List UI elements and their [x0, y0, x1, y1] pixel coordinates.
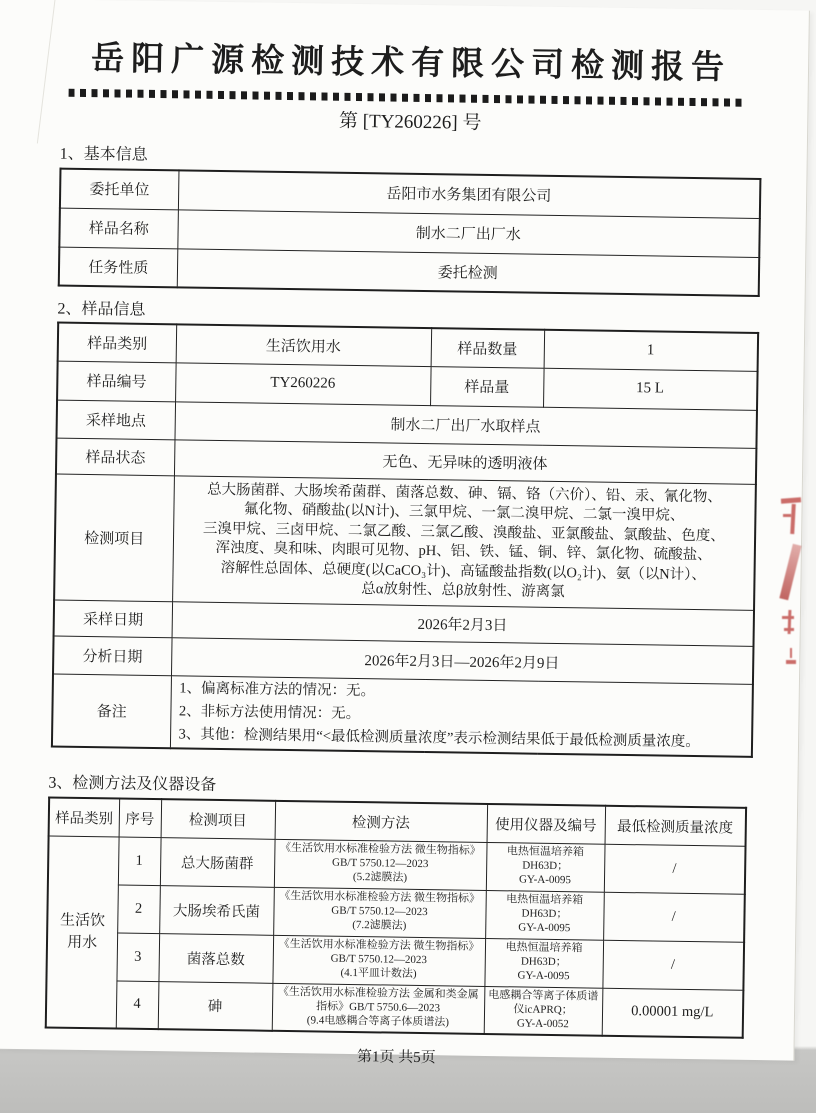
column-header: 检测方法: [275, 801, 488, 842]
row-label: 样品数量: [431, 328, 545, 368]
row-value: 2026年2月3日—2026年2月9日: [171, 638, 753, 685]
row-label: 样品量: [430, 366, 544, 407]
section-heading-basic-info: 1、基本信息: [59, 145, 148, 164]
row-number: 3: [116, 933, 159, 982]
remarks-text: 1、偏离标准方法的情况：无。 2、非标方法使用情况：无。 3、其他：检测结果用“<最低检测质量浓度”表示检测结果低于最低检测质量浓度。: [170, 676, 753, 757]
row-label: 任务性质: [59, 247, 178, 288]
row-label: 检测项目: [54, 474, 174, 602]
instrument: 电感耦合等离子体质谱 仪icAPRQ； GY-A-0052: [484, 986, 603, 1036]
column-header: 检测项目: [161, 799, 276, 839]
row-value: 岳阳市水务集团有限公司: [178, 170, 761, 218]
row-number: 2: [117, 885, 160, 934]
test-method: 《生活饮用水标准检验方法 微生物指标》 GB/T 5750.12—2023 (7.2滤膜法): [273, 887, 486, 938]
page-number: 第1页 共5页: [356, 1049, 436, 1067]
row-value: 制水二厂出厂水取样点: [174, 401, 756, 448]
report-serial: 第 [TY260226] 号: [338, 110, 482, 134]
row-label: 样品状态: [56, 438, 175, 476]
basic-info-table: [58, 168, 762, 297]
row-label: 样品名称: [59, 208, 178, 249]
test-method: 《生活饮用水标准检验方法 微生物指标》 GB/T 5750.12—2023 (4.1平皿计数法): [272, 935, 485, 986]
sample-category-cell: 生活饮用水: [46, 836, 119, 1029]
red-seal-fragment: [778, 498, 804, 673]
row-label: 备注: [52, 674, 171, 748]
row-number: 1: [118, 837, 161, 886]
row-number: 4: [116, 981, 159, 1030]
instrument: 电热恒温培养箱 DH63D； GY-A-0095: [485, 890, 604, 940]
sample-info-table: [51, 322, 759, 758]
test-item: 砷: [158, 981, 273, 1031]
row-value: 15 L: [543, 368, 758, 410]
row-label: 分析日期: [53, 636, 172, 676]
section-heading-methods: 3、检测方法及仪器设备: [48, 774, 217, 795]
row-label: 委托单位: [60, 169, 179, 210]
row-label: 采样日期: [54, 600, 173, 638]
section-heading-sample-info: 2、样品信息: [57, 300, 146, 319]
row-label: 样品类别: [58, 323, 177, 363]
row-label: 采样地点: [57, 400, 176, 440]
row-value: 无色、无异味的透明液体: [174, 439, 756, 484]
row-value: 2026年2月3日: [172, 602, 754, 647]
instrument: 电热恒温培养箱 DH63D； GY-A-0095: [484, 938, 603, 988]
column-header: 使用仪器及编号: [487, 804, 606, 844]
test-item: 总大肠菌群: [160, 837, 275, 887]
row-value: 1: [544, 330, 759, 371]
table-row: [46, 980, 744, 1038]
test-items-list: 总大肠菌群、大肠埃希菌群、菌落总数、砷、镉、铬（六价）、铅、汞、氰化物、 氟化物、硝酸盐(以N计)、三氯甲烷、一氯二溴甲烷、二氯一溴甲烷、 三溴甲烷、三卤甲烷、二氯乙酸、三氯乙酸、溴酸盐、亚氯酸盐、氯酸盐、色度、 浑浊度、臭和味、肉眼可见物、pH、铝、铁、锰、铜、锌、氯化物、硫酸盐、 溶解性总固体、总硬度(以CaCO₃计)、高锰酸盐指数(以O₂计)、氨（以N计）、 总α放射性、总β放射性、游离氯: [172, 475, 756, 610]
detection-limit: /: [603, 892, 745, 942]
row-value: 生活饮用水: [176, 324, 432, 366]
table-row: [54, 474, 756, 611]
test-method: 《生活饮用水标准检验方法 金属和类金属 指标》GB/T 5750.6—2023 (9.4电感耦合等离子体质谱法): [272, 983, 485, 1034]
report-title: 岳阳广源检测技术有限公司检测报告: [90, 41, 732, 87]
table-row: [52, 674, 753, 757]
row-value: TY260226: [175, 362, 431, 405]
column-header: 序号: [119, 799, 162, 838]
methods-table: [45, 797, 747, 1039]
row-value: 委托检测: [177, 248, 760, 296]
dotted-divider: [69, 89, 745, 107]
row-value: 制水二厂出厂水: [177, 209, 760, 257]
instrument: 电热恒温培养箱 DH63D； GY-A-0095: [486, 842, 605, 892]
row-label: 样品编号: [57, 361, 176, 402]
detection-limit: /: [604, 844, 746, 894]
test-method: 《生活饮用水标准检验方法 微生物指标》 GB/T 5750.12—2023 (5.2滤膜法): [274, 839, 487, 890]
test-item: 菌落总数: [158, 933, 273, 983]
detection-limit: /: [602, 940, 744, 990]
test-item: 大肠埃希氏菌: [159, 885, 274, 935]
column-header: 样品类别: [49, 798, 120, 837]
detection-limit: 0.00001 mg/L: [602, 988, 744, 1038]
column-header: 最低检测质量浓度: [605, 806, 747, 846]
